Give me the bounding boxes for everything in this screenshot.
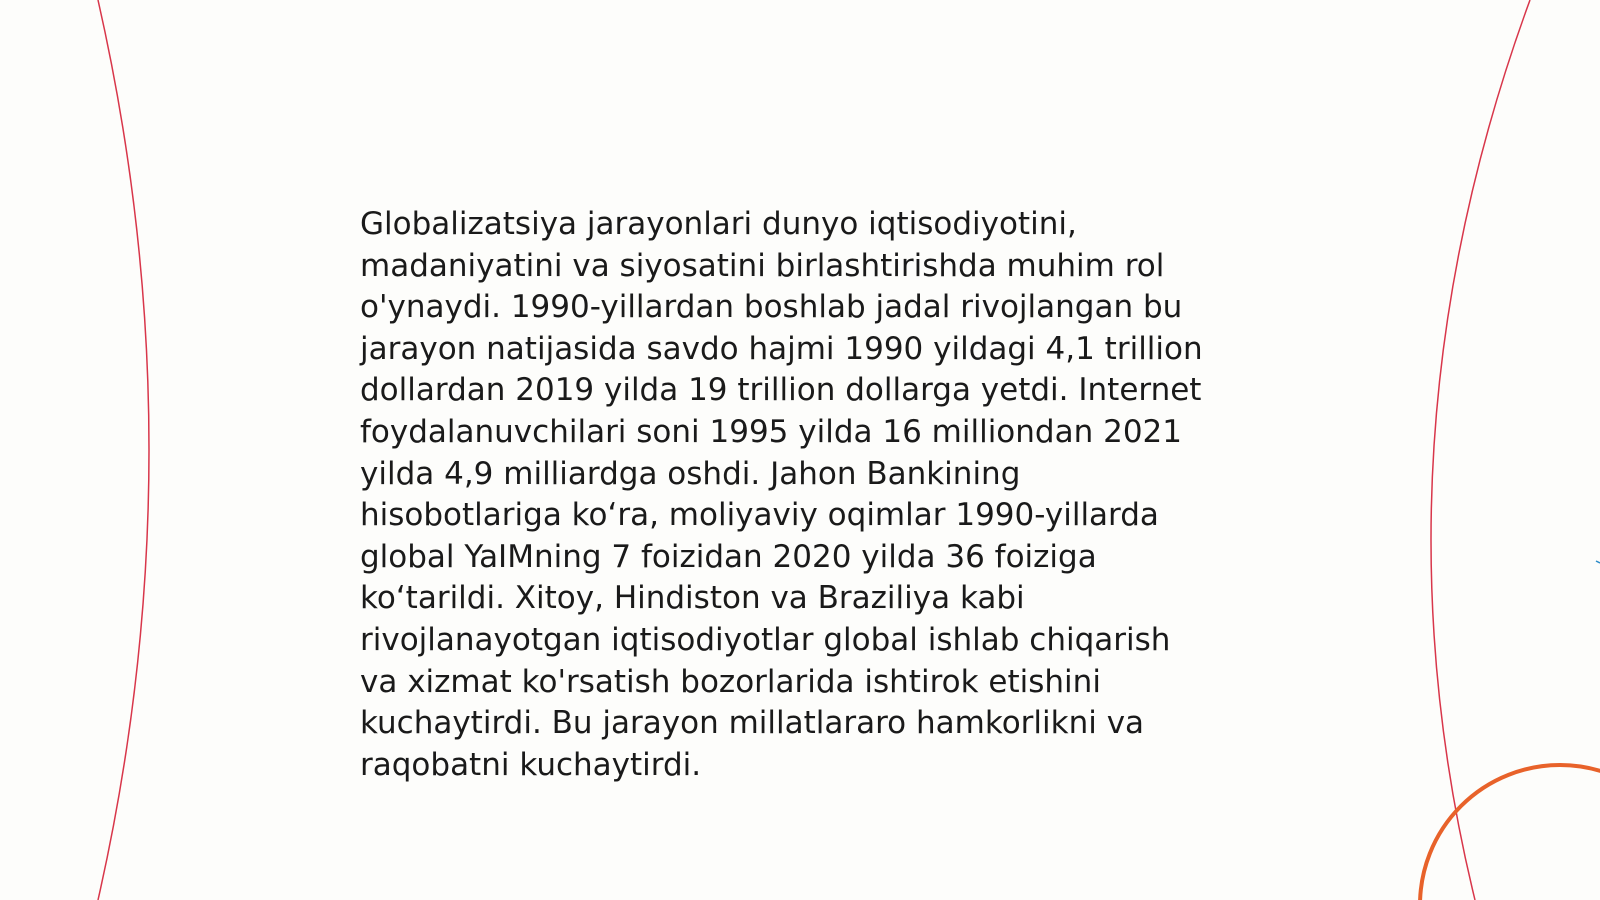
body-paragraph: Globalizatsiya jarayonlari dunyo iqtisodiyotini, madaniyatini va siyosatini birlashtirishda muhim rol o'ynaydi. 1990-yillardan boshlab jadal rivojlangan bu jarayon natijasida savdo hajmi 1990 yildagi 4,1 trillion dollardan 2019 yilda 19 trillion dollarga yetdi. Internet foydalanuvchilari soni 1995 yilda 16 milliondan 2021 yilda 4,9 milliardga oshdi. Jahon Bankining hisobotlariga ko‘ra, moliyaviy oqimlar 1990-yillarda global YaIMning 7 foizidan 2020 yilda 36 foiziga ko‘tarildi. Xitoy, Hindiston va Braziliya kabi rivojlanayotgan iqtisodiyotlar global ishlab chiqarish va xizmat ko'rsatish bozorlarida ishtirok etishini kuchaytirdi. Bu jarayon millatlararo hamkorlikni va raqobatni kuchaytirdi. (360, 206, 1203, 783)
left-arc-line (98, 0, 149, 900)
right-arc-line (1431, 0, 1530, 900)
right-edge-mark (1596, 561, 1600, 563)
accent-circle (1420, 765, 1600, 900)
